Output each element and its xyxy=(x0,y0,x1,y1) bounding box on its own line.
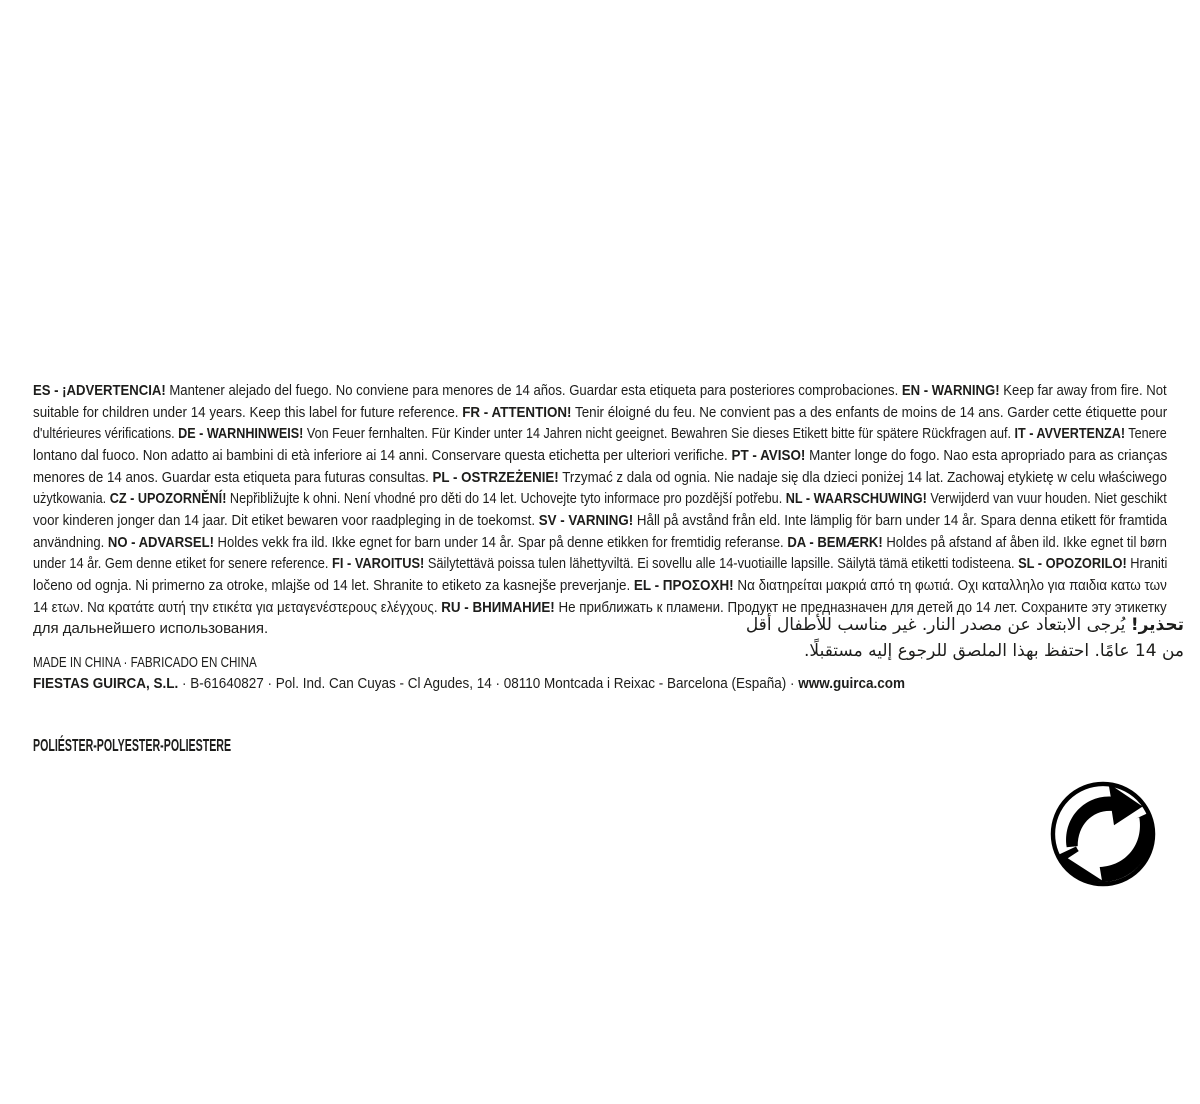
warning-line: ločeno od ognja. Ni primerno za otroke, mlajše od 14 let. Shranite to etiketo za kasnejše preverjanje. EL - ΠΡΟΣΟΧΗ! Να διατηρείται μακριά από τη φωτιά. Οχι καταλληλο για παιδια κατω των xyxy=(33,576,1167,594)
arabic-warning-line: تحذير! يُرجى الابتعاد عن مصدر النار. غير مناسب للأطفال أقل xyxy=(745,615,1184,635)
warning-line: suitable for children under 14 years. Keep this label for future reference. FR - ATTENTION! Tenir éloigné du feu. Ne convient pas a des enfants de moins de 14 ans. Garder cette étiquette pour xyxy=(33,403,1168,421)
warning-line: 14 ετων. Να κρατάτε αυτή την ετικέτα για μεταγενέστερους ελέγχους. RU - ВНИМАНИЕ! Не приближать к пламени. Продукт не предназначен для детей до 14 лет. Сохраните эту этикетку xyxy=(33,598,1167,616)
warning-line: menores de 14 anos. Guardar esta etiqueta para futuras consultas. PL - OSTRZEŻENIE! Trzymać z dala od ognia. Nie nadaje się dla dzieci poniżej 14 lat. Zachowaj etykietę w celu właściwego xyxy=(33,468,1167,486)
warning-line: användning. NO - ADVARSEL! Holdes vekk fra ild. Ikke egnet for barn under 14 år. Spar på denne etikken for fremtidig referanse. DA - BEMÆRK! Holdes på afstand af åben ild. Ikke egnet til børn xyxy=(33,533,1167,551)
green-dot-icon xyxy=(1048,779,1158,889)
warning-line: użytkowania. CZ - UPOZORNĚNÍ! Nepřibližujte k ohni. Není vhodné pro děti do 14 let. Uchovejte tyto informace pro pozdější potřebu. NL - WAARSCHUWING! Verwijderd van vuur houden. Niet geschikt xyxy=(33,490,1167,508)
warning-line: ES - ¡ADVERTENCIA! Mantener alejado del fuego. No conviene para menores de 14 años. Guardar esta etiqueta para posteriores comprobaciones. EN - WARNING! Keep far away from fire. Not xyxy=(33,382,1167,399)
warning-text-block xyxy=(33,380,1167,640)
material-line: POLIÉSTER-POLYESTER-POLIESTERE xyxy=(33,735,232,755)
arabic-warning-block xyxy=(746,612,1184,664)
arabic-warning-line: من 14 عامًا. احتفظ بهذا الملصق للرجوع إليه مستقبلًا. xyxy=(804,641,1184,661)
warning-line: d'ultérieures vérifications. DE - WARNHINWEIS! Von Feuer fernhalten. Für Kinder unter 14 Jahren nicht geeignet. Bewahren Sie dieses Etikett bitte für spätere Rückfragen auf. IT - AVVERTENZA! Tenere xyxy=(33,425,1167,443)
warning-line: under 14 år. Gem denne etiket for senere reference. FI - VAROITUS! Säilytettävä poissa tulen lähettyviltä. Ei sovellu alle 14-vuotiaille lapsille. Säilytä tämä etiketti todisteena. SL - OPOZORILO! Hraniti xyxy=(33,555,1168,573)
warning-line: lontano dal fuoco. Non adatto ai bambini di età inferiore ai 14 anni. Conservare questa etichetta per ulteriori verifiche. PT - AVISO! Manter longe do fogo. Nao esta apropriado para as crianças xyxy=(33,446,1168,464)
company-line: FIESTAS GUIRCA, S.L. · B-61640827 · Pol. Ind. Can Cuyas - Cl Agudes, 14 · 08110 Montcada i Reixac - Barcelona (España) · www.guirca.com xyxy=(33,676,905,692)
made-in-line: MADE IN CHINA · FABRICADO EN CHINA xyxy=(33,655,257,671)
warning-line: для дальнейшего использования. xyxy=(33,620,269,638)
warning-line: voor kinderen jonger dan 14 jaar. Dit etiket bewaren voor raadpleging in de toekomst. SV - VARNING! Håll på avstånd från eld. Inte lämplig för barn under 14 år. Spara denna etikett för framtida xyxy=(33,511,1168,529)
